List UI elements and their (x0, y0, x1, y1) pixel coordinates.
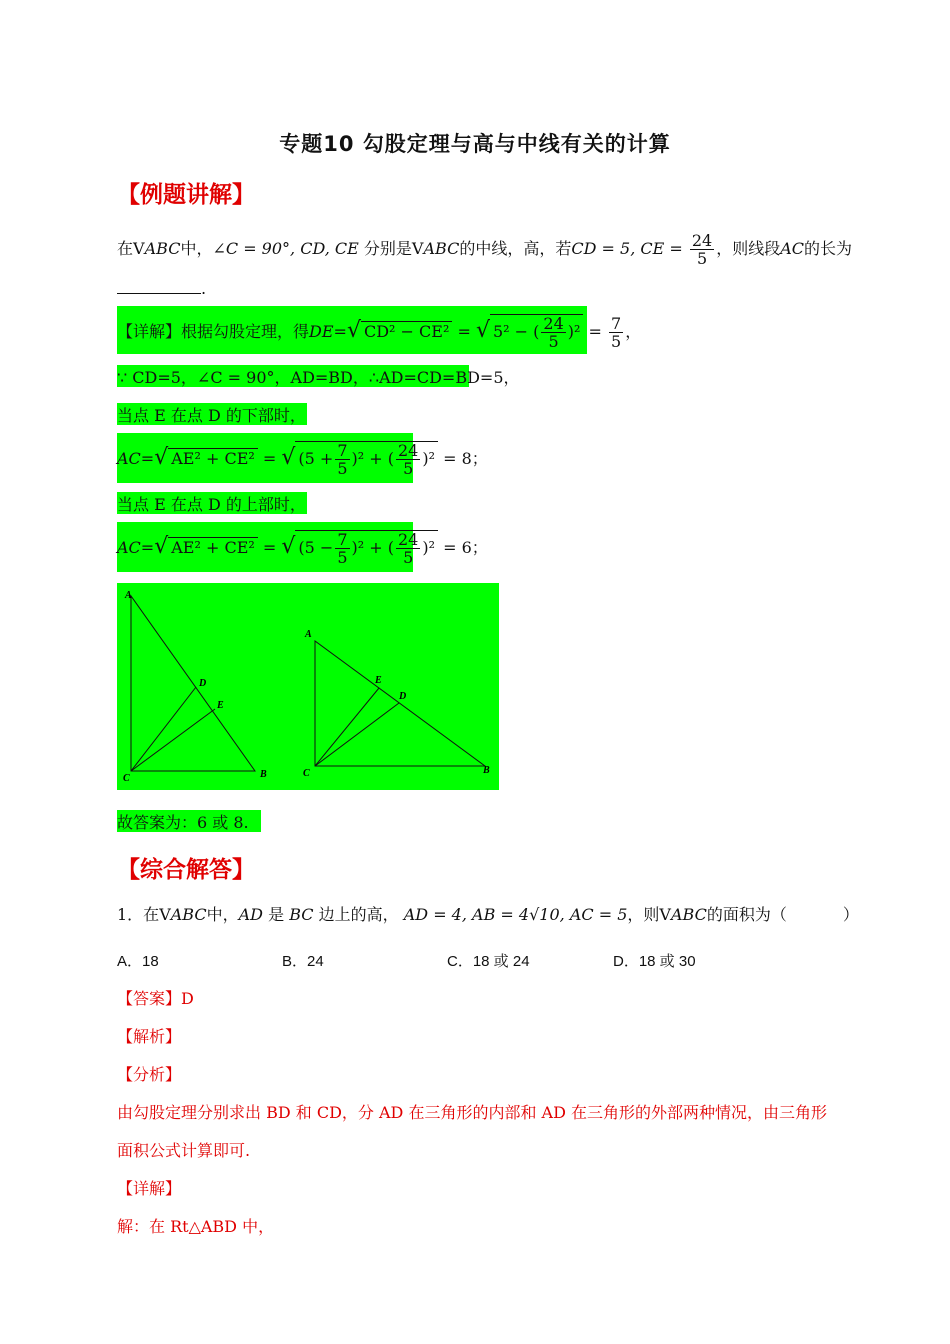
detail-line-1: 【详解】根据勾股定理，得DE=√ CD² − CE² = √ 5² − ( $\frac{24}{5}$ )² = $\frac{7}{5}$ ， (117, 306, 587, 354)
right-median-cd (315, 703, 399, 766)
answer-label: 【答案】D (117, 989, 194, 1008)
left-label-e: E (217, 700, 224, 711)
question-1: 1．在VABC中，AD 是 BC 边上的高， AD = 4, AB = 4√10, AC = 5，则VABC的面积为（ ） (117, 905, 859, 924)
solution-line-1: 解：在 Rt△ABD 中， (117, 1217, 275, 1236)
left-triangle (131, 596, 255, 771)
detail-line-6: AC=√ AE² + CE² = √ (5 − $\frac{7}{5}$ )² + ( $\frac{24}{5}$ )² = 6； (117, 522, 413, 572)
detail-line-4: AC=√ AE² + CE² = √ (5 + $\frac{7}{5}$ )² + ( $\frac{24}{5}$ )² = 8； (117, 433, 413, 483)
left-label-d: D (199, 678, 207, 689)
option-c: C．18 或 24 (447, 953, 530, 970)
right-label-d: D (399, 691, 407, 702)
answer-blank: . (117, 278, 206, 300)
xiangjie-label: 【详解】 (117, 1179, 182, 1198)
section-heading-examples: 【例题讲解】 (117, 182, 255, 208)
detail-line-2: ∵ CD=5，∠C = 90°，AD=BD，∴AD=CD=BD=5， (117, 365, 469, 387)
example-answer: 故答案为：6 或 8. (117, 810, 261, 832)
jiexi-label: 【解析】 (117, 1027, 182, 1046)
analysis-line-1: 由勾股定理分别求出 BD 和 CD，分 AD 在三角形的内部和 AD 在三角形的外部两种情况，由三角形 (117, 1103, 828, 1122)
right-label-a: A (305, 629, 312, 640)
page-title: 专题10 勾股定理与高与中线有关的计算 (279, 132, 671, 156)
left-label-b: B (260, 769, 267, 780)
right-label-b: B (483, 765, 490, 776)
left-label-a: A (125, 590, 132, 601)
fraction-24-5: $\frac{24}{5}$ (691, 231, 713, 268)
section-heading-comprehensive: 【综合解答】 (117, 857, 255, 883)
right-label-e: E (375, 675, 382, 686)
detail-line-5: 当点 E 在点 D 的上部时， (117, 492, 307, 514)
option-b: B．24 (282, 953, 324, 970)
right-label-c: C (303, 768, 310, 779)
analysis-line-2: 面积公式计算即可. (117, 1141, 251, 1160)
fenxi-label: 【分析】 (117, 1065, 182, 1084)
example-question: 在VABC中，∠C = 90°, CD, CE 分别是VABC的中线，高，若CD = 5, CE = $\frac{24}{5}$ ，则线段AC的长为 (117, 231, 853, 268)
triangle-figures (117, 583, 499, 790)
triangle-diagram (117, 583, 499, 790)
detail-line-3: 当点 E 在点 D 的下部时， (117, 403, 307, 425)
right-altitude-ce (315, 688, 379, 766)
left-altitude-ce (131, 709, 215, 771)
option-d: D．18 或 30 (613, 953, 696, 970)
left-label-c: C (123, 773, 130, 784)
option-a: A．18 (117, 953, 159, 970)
left-median-cd (131, 687, 196, 771)
